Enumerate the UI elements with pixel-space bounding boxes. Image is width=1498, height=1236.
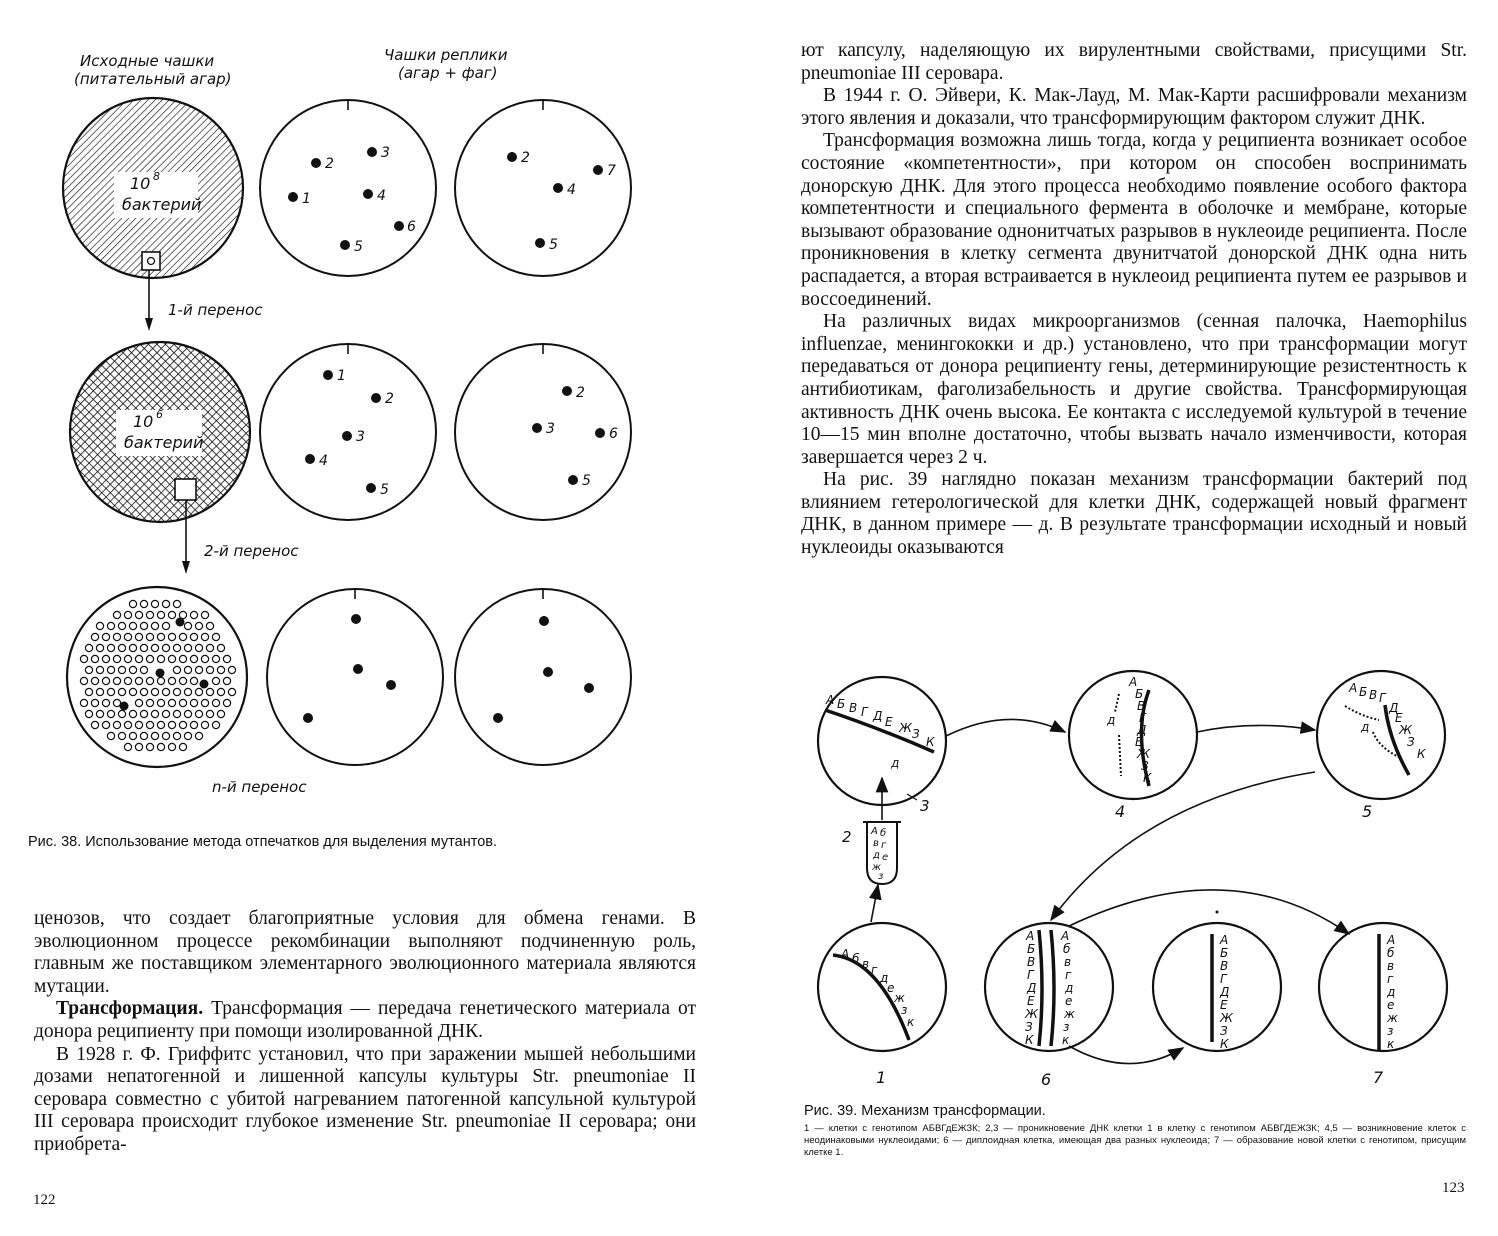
genes-cell-3: А Б В Г Д Е ЖЗК bbox=[826, 693, 935, 749]
svg-text:Абвгдежз: А б в г д е ж з bbox=[871, 826, 889, 882]
arrow-3-to-4 bbox=[946, 719, 1065, 736]
figure-38-caption: Рис. 38. Использование метода отпечатков для выделения мутантов. bbox=[28, 834, 497, 850]
label-5: 5 bbox=[1362, 802, 1373, 821]
svg-text:2: 2 bbox=[521, 150, 530, 166]
cell-4 bbox=[1069, 671, 1197, 799]
plate2-count: 10 bbox=[133, 412, 154, 431]
term-transformation: Трансформация. bbox=[56, 998, 204, 1020]
right-paragraph-4: На различных видах микроорганизмов (сенная палочка, Haemophilus influenzae, менингококки и др.) установлено, что при трансформации могут передаваться от донора реципиенту гены, детерминирующие резистентность к антибиотикам, фаголизабельность и другие свойства. Трансформирующая активность ДНК очень высока. Ее контакта с исследуемой культурой в течение 10—15 мин вполне достаточно, чтобы вызвать начало изменчивости, которая завершается через 2 ч. bbox=[801, 311, 1467, 468]
svg-text:1: 1 bbox=[337, 368, 346, 384]
header-replica-line2: (агар + фаг) bbox=[398, 64, 498, 82]
header-source-line2: (питательный агар) bbox=[74, 70, 232, 88]
svg-text:4: 4 bbox=[319, 453, 328, 469]
svg-text:2: 2 bbox=[385, 391, 394, 407]
svg-text:6: 6 bbox=[407, 219, 416, 235]
svg-text:5: 5 bbox=[582, 473, 591, 489]
figure-39-caption-title: Рис. 39. Механизм трансформации. bbox=[804, 1103, 1046, 1119]
gene-d-cell-3: д bbox=[891, 756, 900, 770]
svg-text:3: 3 bbox=[356, 429, 365, 445]
genes-cell-6-right: А б в г д е ж з к bbox=[1061, 929, 1075, 1047]
plate1-count: 10 bbox=[130, 174, 151, 193]
label-6: 6 bbox=[1041, 1070, 1052, 1089]
label-3: 3 bbox=[920, 797, 930, 815]
genes-cell-1: А б в гд еж зк bbox=[841, 947, 915, 1029]
header-replica-line1: Чашки реплики bbox=[384, 46, 508, 64]
label-7: 7 bbox=[1373, 1068, 1384, 1087]
label-1: 1 bbox=[876, 1068, 887, 1087]
right-paragraph-2: В 1944 г. О. Эйвери, К. Мак-Лауд, М. Мак-Карти расшифровали механизм этого явления и доказали, что трансформирующим фактором служит ДНК. bbox=[801, 85, 1467, 129]
left-paragraph-2-text: Трансформация — передача генетического материала от донора реципиенту при помощи изолированной ДНК. bbox=[34, 998, 696, 1042]
svg-text:5: 5 bbox=[549, 237, 558, 253]
replica-plate-r3b bbox=[455, 589, 631, 765]
transfer-2-label: 2-й перенос bbox=[204, 542, 299, 560]
header-source-line1: Исходные чашки bbox=[80, 52, 215, 70]
svg-text:3: 3 bbox=[381, 145, 390, 161]
cell-7 bbox=[1319, 923, 1447, 1051]
genes-cell-daughter: А Б В Г Д Е Ж З К bbox=[1220, 933, 1233, 1051]
plate2-exponent: 6 bbox=[156, 408, 163, 421]
right-paragraph-5: На рис. 39 наглядно показан механизм трансформации бактерий под влиянием гетерологической для клетки ДНК, содержащей новый фрагмент ДНК, в данном примере — д. В результате трансформации исходный и новый нуклеоиды оказываются bbox=[801, 469, 1467, 559]
svg-text:7: 7 bbox=[607, 163, 616, 179]
svg-text:6: 6 bbox=[609, 426, 618, 442]
figure-38 bbox=[0, 0, 749, 900]
transfer-1-label: 1-й перенос bbox=[168, 301, 263, 319]
figure-39 bbox=[749, 0, 1498, 1236]
svg-text:4: 4 bbox=[567, 182, 576, 198]
plate1-exponent: 8 bbox=[153, 170, 160, 183]
sample-square-2 bbox=[175, 479, 196, 500]
gene-d-cell-5: д bbox=[1361, 720, 1370, 734]
transfer-n-label: n-й перенос bbox=[212, 778, 307, 796]
svg-text:5: 5 bbox=[354, 239, 363, 255]
plate1-unit: бактерий bbox=[122, 195, 202, 214]
svg-text:4: 4 bbox=[377, 188, 386, 204]
right-page bbox=[749, 0, 1498, 1236]
figure-39-caption-text: 1 — клетки с генотипом АБВГдЕЖЗК; 2,3 — проникновение ДНК клетки 1 в клетку с генотипом АБВГДЕЖЗК; 4,5 — возникновение клеток с неодинаковыми нуклеоидами; 6 — диплоидная клетка, имеющая два разных нуклеоида; 7 — образование новой клетки с генотипом, присущим клетке 1. bbox=[804, 1123, 1466, 1158]
figure-39-caption bbox=[804, 1103, 1466, 1159]
svg-text:1: 1 bbox=[302, 191, 311, 207]
plate2-unit: бактерий bbox=[124, 433, 204, 452]
genes-cell-7: А б в г д е ж з к bbox=[1387, 933, 1398, 1051]
left-paragraph-1: ценозов, что создает благоприятные условия для обмена генами. В эволюционном процессе рекомбинации выполняют подчиненную роль, главным же поставщиком элементарного эволюционного материала являются мутации. bbox=[34, 908, 696, 997]
right-paragraph-1: ют капсулу, наделяющую их вирулентными свойствами, присущими Str. pneumoniae III серовара. bbox=[801, 40, 1467, 84]
left-body bbox=[34, 908, 696, 1157]
left-paragraph-2 bbox=[34, 998, 696, 1043]
arrow-6-to-daughter bbox=[1069, 1046, 1183, 1064]
right-paragraph-3: Трансформация возможна лишь тогда, когда у реципиента возникает особое состояние «компетентности», при котором он способен воспринимать донорскую ДНК. Для этого процесса необходимо появление особого фактора компетентности и специального фермента в оболочке и мембране, которые вызывают образование однонитчатых разрывов в нуклеоиде реципиента. После проникновения в клетку сегмента двунитчатой донорской ДНК одна нить распадается, а вторая встраивается в нуклеоид реципиента путем ее разрывов и воссоединений. bbox=[801, 130, 1467, 310]
page-number-left: 122 bbox=[33, 1192, 56, 1208]
cell-daughter bbox=[1153, 923, 1281, 1051]
sample-square bbox=[142, 252, 160, 270]
svg-text:2: 2 bbox=[576, 385, 585, 401]
replica-plate-r1b bbox=[455, 100, 631, 276]
label-2: 2 bbox=[842, 828, 852, 846]
page-number-right: 123 bbox=[1442, 1180, 1465, 1196]
svg-text:3: 3 bbox=[546, 421, 555, 437]
gene-d-cell-4: д bbox=[1107, 713, 1116, 727]
svg-text:5: 5 bbox=[380, 482, 389, 498]
replica-plate-r1a bbox=[260, 100, 436, 276]
genes-cell-4: А Б В Г Д Е Ж З К bbox=[1129, 675, 1152, 785]
left-paragraph-3: В 1928 г. Ф. Гриффитс установил, что при заражении мышей небольшими дозами непатогенной и лишенной капсулы культуры Str. pneumoniae II серовара совместно с убитой нагреванием патогенной капсульной культурой III серовара происходит глубокое изменение Str. pneumoniae II серовара; они приобрета- bbox=[34, 1043, 696, 1155]
arrow-1-to-tube bbox=[871, 885, 878, 922]
svg-text:2: 2 bbox=[325, 156, 334, 172]
label-4: 4 bbox=[1115, 802, 1126, 821]
genes-cell-6-left: А Б В Г Д Е Ж З К bbox=[1025, 929, 1038, 1047]
genes-cell-5: А Б В ГД Е Ж ЗК bbox=[1349, 681, 1426, 761]
cell-6 bbox=[985, 923, 1113, 1051]
arrow-4-to-5 bbox=[1197, 725, 1315, 732]
